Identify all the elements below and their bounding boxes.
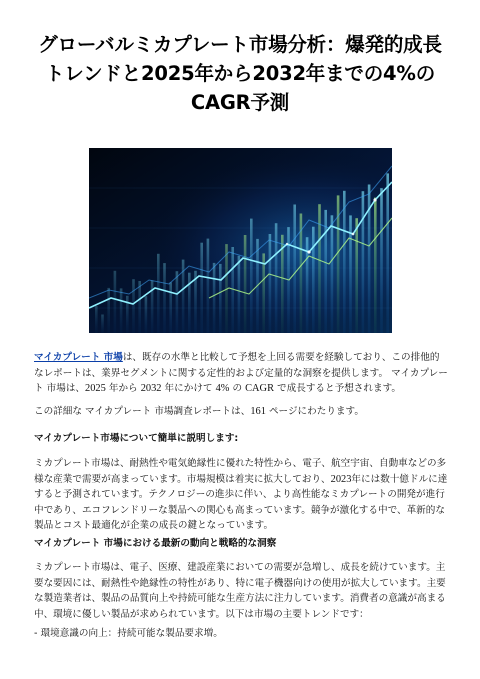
chart-bar: [244, 235, 247, 333]
chart-bar: [188, 273, 191, 333]
chart-bar: [151, 281, 154, 334]
chart-bar: [114, 271, 117, 333]
intro-year-start: 2025: [85, 383, 106, 394]
chart-bar: [200, 243, 203, 333]
section1: [34, 431, 448, 447]
chart-bar: [138, 281, 141, 333]
chart-bar: [213, 263, 216, 333]
stock-chart-image: [89, 148, 392, 333]
chart-bar: [362, 191, 365, 333]
chart-bar: [120, 288, 123, 333]
chart-bar: [312, 227, 315, 333]
intro-text-d: の: [229, 383, 246, 394]
chart-bar: [176, 271, 179, 333]
chart-bar: [343, 191, 346, 333]
chart-bar: [101, 315, 104, 334]
section1-paragraph: [34, 456, 448, 534]
section2-heading: マイカプレート 市場における最新の動向と戦略的な洞察: [34, 538, 277, 549]
chart-bar: [355, 218, 358, 333]
chart-bar: [132, 279, 135, 333]
title-line-3: CAGR予測: [190, 91, 290, 114]
chart-bar: [219, 264, 222, 333]
chart-bar: [331, 215, 334, 333]
chart-bar: [269, 234, 272, 333]
chart-bar: [275, 223, 278, 333]
bullet-item-1: - 環境意識の向上：持続可能な製品要求増。: [34, 628, 223, 639]
chart-bar: [238, 256, 241, 333]
chart-bar: [262, 253, 265, 333]
intro-cagr-label: CAGR: [245, 383, 274, 394]
chart-bar: [380, 188, 383, 333]
section2-paragraph: [34, 560, 448, 622]
intro-text-b: 年から: [105, 383, 141, 394]
chart-bar: [386, 173, 389, 333]
title-line-2: トレンドと2025年から2032年までの4%の: [44, 62, 436, 85]
intro-text-c: 年にかけて: [161, 383, 216, 394]
section1-heading: マイカプレート市場について簡単に説明します:: [34, 433, 239, 444]
page-title: [24, 30, 456, 117]
section1-text-a: ミカプレート市場は、耐熱性や電気絶縁性に優れた特性から、電子、航空宇宙、自動車などの多様な産業で需要が高まっています。市場規模は着実に拡大しており、: [34, 458, 447, 485]
section1-year: 2023: [330, 473, 352, 485]
pages-text-b: ページにわたります。: [265, 406, 364, 417]
section2-text: ミカプレート市場は、電子、医療、建設産業においての需要が急増し、成長を続けています。主要な要因には、耐熱性や絶縁性の特性があり、特に電子機器向けの使用が拡大しています。主要な製造業者は、製品の品質向上や持続可能な生産方法に注力しています。消費者の意識が高まる中、環境に優しい製品が求められています。以下は市場の主要トレンドです：: [34, 562, 446, 620]
chart-bar: [107, 288, 110, 333]
pages-text-a: この詳細な マイカプレート 市場調査レポートは、: [34, 406, 251, 417]
section1-text-b: 年には数十億ドルに達すると予測されています。テクノロジーの進歩に伴い、より高性能なミカプレートの開発が進行中であり、エコフレンドリーな製品への関心も高まっています。競争が激化する中で、革新的な製品とコスト最適化が企業の成長の鍵となっています。: [34, 473, 448, 531]
chart-bar: [231, 247, 234, 333]
title-line-1: グローバルミカプレート市場分析：爆発的成長: [38, 33, 442, 56]
intro-text-a: は、既存の水準と比較して予想を上回る需要を経験しており、この排他的なレポートは、業界セグメントに関する定性的および定量的な洞察を提供します。 マイカプレート 市場は、: [34, 352, 448, 394]
chart-bar: [95, 306, 98, 333]
intro-year-end: 2032: [140, 383, 162, 394]
page-count: 161: [250, 406, 266, 417]
chart-bar: [145, 296, 148, 333]
market-link[interactable]: マイカプレート 市場: [34, 352, 123, 363]
bullet-list: [34, 626, 448, 642]
chart-bar: [250, 219, 253, 333]
chart-bar: [207, 239, 210, 333]
chart-bar: [374, 198, 377, 333]
pages-paragraph: [34, 404, 448, 420]
intro-cagr: 4%: [215, 383, 230, 394]
chart-bar: [163, 263, 166, 333]
chart-bar: [324, 210, 327, 333]
intro-paragraph: [34, 350, 448, 397]
chart-bar: [293, 205, 296, 334]
chart-bar: [157, 254, 160, 333]
chart-bar: [169, 282, 172, 333]
section2: [34, 536, 448, 552]
intro-text-e: で成長すると予想されます。: [274, 383, 401, 394]
